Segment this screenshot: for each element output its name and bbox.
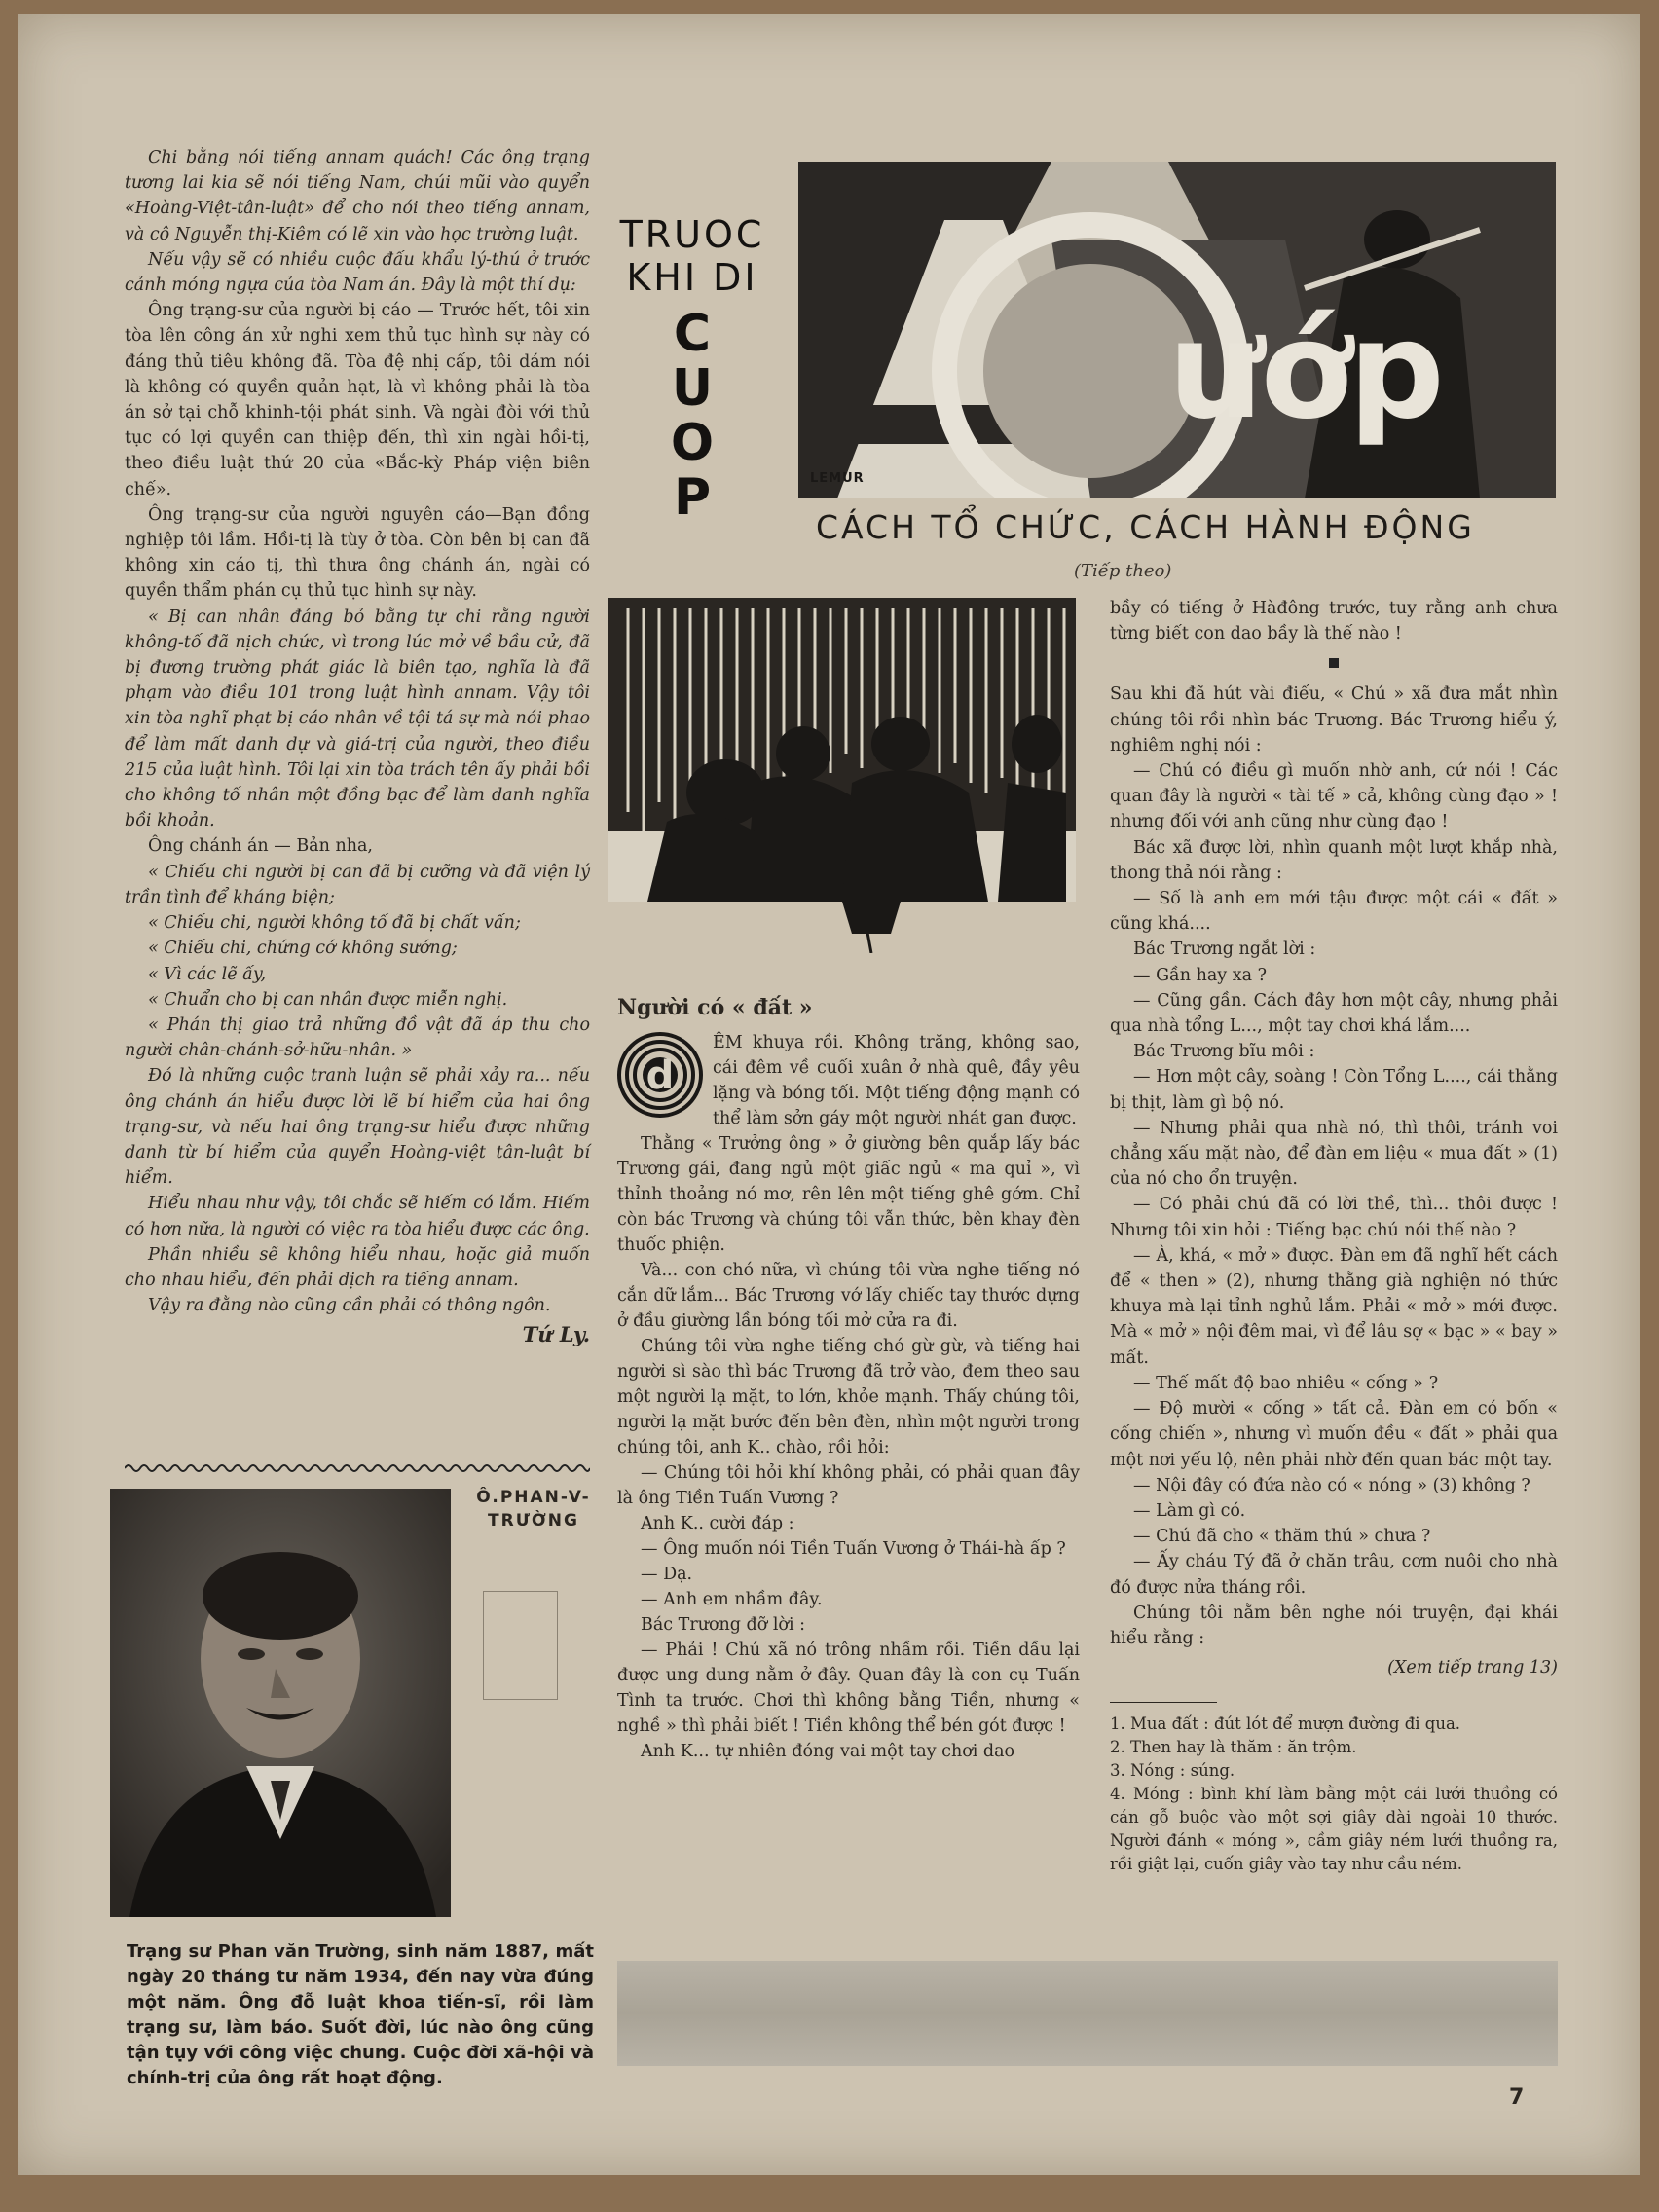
headline-line-1: TRUOC xyxy=(619,213,765,256)
left-paragraph: Nếu vậy sẽ có nhiều cuộc đấu khẩu lý-thú ở trước cảnh móng ngựa của tòa Nam án. Đây là một thí dụ: xyxy=(125,249,590,296)
newspaper-page xyxy=(18,14,1640,2175)
mid-paragraph: — Phải ! Chú xã nó trông nhầm rồi. Tiền dầu lại được ung dung nằm ở đây. Quan đây là con cụ Tuấn Tình ta trước. Chơi thì không bằng Tiền, nhưng « nghề » thì phải biết ! Tiền không thể bén gót được ! xyxy=(617,1641,1080,1736)
right-paragraph: — Có phải chú đã có lời thề, thì... thôi được ! Nhưng tôi xin hỏi : Tiếng bạc chú nói thế nào ? xyxy=(1110,1195,1558,1240)
middle-column-article xyxy=(617,995,1080,1764)
bottom-gray-band xyxy=(617,1961,1558,2066)
mid-paragraph: ÊM khuya rồi. Không trăng, không sao, cái đêm về cuối xuân ở nhà quê, đầy yêu lặng và bóng tối. Một tiếng động mạnh có thể làm sởn gáy một người nhát gan được. xyxy=(713,1033,1080,1128)
left-column-article xyxy=(125,145,590,1348)
right-column-article xyxy=(1110,596,1558,1876)
left-paragraph: « Chiếu chi người bị can đã bị cưỡng và đã viện lý trần tình để kháng biện; xyxy=(125,862,590,907)
section-break-square xyxy=(1329,658,1339,668)
right-paragraph: — Thế mất độ bao nhiêu « cống » ? xyxy=(1133,1373,1439,1393)
left-paragraph: Vậy ra đằng nào cũng cần phải có thông ngôn. xyxy=(148,1296,551,1316)
footnote-rule xyxy=(1110,1702,1217,1703)
photo-inset-box xyxy=(483,1591,558,1700)
right-paragraph: — Chú có điều gì muốn nhờ anh, cứ nói ! Các quan đây là người « tài tế » cả, không cùng đạo » ! nhưng đối với anh cũng như cùng đạo ! xyxy=(1110,761,1558,832)
right-paragraph: — Nhưng phải qua nhà nó, thì thôi, tránh voi chẳng xấu mặt nào, để đàn em liệu « mua đất » (1) của nó cho ổn truyện. xyxy=(1110,1118,1558,1190)
headline-cuop xyxy=(600,307,785,525)
right-paragraph: Bác xã được lời, nhìn quanh một lượt khắp nhà, thong thả nói rằng : xyxy=(1110,837,1558,883)
page-number: 7 xyxy=(1509,2085,1525,2110)
continued-reference: (Xem tiếp trang 13) xyxy=(1387,1658,1558,1678)
right-paragraph: Bác Trương ngắt lời : xyxy=(1133,940,1316,960)
dropcap-graphic xyxy=(617,1032,703,1118)
headline-block xyxy=(600,213,785,525)
mid-paragraph: Bác Trương đỡ lời : xyxy=(641,1615,806,1635)
right-paragraph: — Cũng gần. Cách đây hơn một cây, nhưng phải qua nhà tổng L..., một tay chơi khá lắm.... xyxy=(1110,990,1558,1037)
footnote-item: 2. Then hay là thăm : ăn trộm. xyxy=(1110,1738,1357,1757)
left-paragraph: « Phán thị giao trả những đồ vật đã áp thu cho người chân-chánh-sở-hữu-nhân. » xyxy=(125,1014,590,1061)
right-paragraph: — À, khá, « mở » được. Đàn em đã nghĩ hết cách để « then » (2), nhưng thằng già nghiện nó thức khuya mà lại tỉnh nghủ lắm. Phải « mở » mới được. Mà « mở » nội đêm mai, vì để lâu sợ « bạc » « bay » mất. xyxy=(1110,1245,1558,1368)
right-paragraph: Chúng tôi nằm bên nghe nói truyện, đại khái hiểu rằng : xyxy=(1110,1603,1558,1648)
left-paragraph: Ông trạng-sư của người bị cáo — Trước hết, tôi xin tòa lên công án xử nghi xem thủ tục hình sự này có đáng thủ tiêu không đã. Tòa đệ nhị cấp, tôi dám nói là không có quyền quản hạt, là vì không phải là tòa án sở tại chỗ khinh-tội phát sinh. Và ngài đòi với thủ tục có lợi quyền can thiệp đến, thì xin ngài hồi-tị, theo điều luật thứ 20 của «Bắc-kỳ Pháp viện biên chế». xyxy=(125,301,590,499)
right-paragraph: — Hơn một cây, soàng ! Còn Tổng L...., cái thằng bị thịt, làm gì bộ nó. xyxy=(1110,1067,1558,1113)
banner-artist: LEMUR xyxy=(810,471,865,486)
mid-paragraph: Thằng « Trưởng ông » ở giường bên quắp lấy bác Trương gái, đang ngủ một giấc ngủ « ma quỉ », vì thỉnh thoảng nó mơ, rên lên một tiếng ghê gớm. Chỉ còn bác Trương và chúng tôi vẫn thức, bên khay đèn thuốc phiện. xyxy=(617,1134,1080,1255)
right-paragraph: — Nội đây có đứa nào có « nóng » (3) không ? xyxy=(1133,1475,1530,1495)
right-paragraph: bầy có tiếng ở Hàđông trước, tuy rằng anh chưa từng biết con dao bầy là thế nào ! xyxy=(1110,599,1558,645)
photo-caption: Trạng sư Phan văn Trường, sinh năm 1887, mất ngày 20 tháng tư năm 1934, đến nay vừa đúng một năm. Ông đỗ luật khoa tiến-sĩ, rồi làm trạng sư, làm báo. Suốt đời, lúc nào ông cũng tận tụy với công việc chung. Cuộc đời xã-hội và chính-trị của ông rất hoạt động. xyxy=(127,1941,594,2088)
woodcut-illustration xyxy=(608,598,1076,953)
left-paragraph: « Chiếu chi, người không tố đã bị chất vấn; xyxy=(148,913,521,934)
right-paragraph: — Số là anh em mới tậu được một cái « đất » cũng khá.... xyxy=(1110,889,1558,935)
continued-label: (Tiếp theo) xyxy=(1074,561,1172,581)
cuop-letter: C xyxy=(673,305,712,363)
cuop-letter: U xyxy=(671,359,714,418)
right-paragraph: Sau khi đã hút vài điếu, « Chú » xã đưa mắt nhìn chúng tôi rồi nhìn bác Trương. Bác Trương hiểu ý, nghiêm nghị nói : xyxy=(1110,684,1558,756)
section-title: Người có « đất » xyxy=(617,995,813,1020)
mid-paragraph: Anh K... tự nhiên đóng vai một tay chơi dao xyxy=(641,1742,1015,1761)
right-paragraph: — Gần hay xa ? xyxy=(1133,965,1268,985)
left-paragraph: « Chiếu chi, chứng cớ không sướng; xyxy=(148,939,458,959)
left-paragraph: Chi bằng nói tiếng annam quách! Các ông trạng tương lai kia sẽ nói tiếng Nam, chúi mũi vào quyển «Hoàng-Việt-tân-luật» để cho nói theo tiếng annam, và cô Nguyễn thị-Kiêm có lẽ xin vào học trường luật. xyxy=(125,148,590,244)
left-paragraph: « Vì các lẽ ấy, xyxy=(148,964,267,984)
left-paragraph: Đó là những cuộc tranh luận sẽ phải xảy ra... nếu ông chánh án hiểu được lời lẽ bí hiểm của hai ông trạng-sư, và nếu hai ông trạng-sư hiểu được những danh từ bí hiểm của quyển Hoàng-việt tân-luật bí hiểm. xyxy=(125,1066,590,1189)
footnote-item: 4. Móng : bình khí làm bằng một cái lưới thuồng có cán gỗ buộc vào một sợi giây dài ngoài 10 thước. Người đánh « móng », cầm giây ném lưới thuồng ra, rồi giật lại, cuốn giây vào tay như cầu ném. xyxy=(1110,1785,1558,1874)
headline-line-2: KHI DI xyxy=(626,256,758,299)
photo-label: Ô.PHAN-V-TRƯỜNG xyxy=(476,1488,591,1530)
footnote-item: 3. Nóng : súng. xyxy=(1110,1761,1235,1781)
article-subtitle: CÁCH TỔ CHỨC, CÁCH HÀNH ĐỘNG xyxy=(816,508,1475,546)
mid-paragraph: Và... con chó nữa, vì chúng tôi vừa nghe tiếng nó cắn dữ lắm... Bác Trương vớ lấy chiếc tay thước dựng ở đầu giường lần bóng tối mở cửa ra đi. xyxy=(617,1261,1080,1331)
left-paragraph: Ông chánh án — Bản nha, xyxy=(148,836,373,857)
left-paragraph: Phần nhiều sẽ không hiểu nhau, hoặc giả muốn cho nhau hiểu, đến phải dịch ra tiếng annam. xyxy=(125,1244,590,1290)
banner-letters: ướp xyxy=(1168,292,1441,449)
banner-illustration xyxy=(798,162,1556,498)
mid-paragraph: — Chúng tôi hỏi khí không phải, có phải quan đây là ông Tiền Tuấn Vương ? xyxy=(617,1463,1080,1508)
left-paragraph: « Bị can nhân đáng bỏ bằng tự chi rằng người không-tố đã nịch chức, vì trong lúc mở về bầu cử, đã bị đương trường phát giác là biên tạo, nghĩa là đã phạm vào điều 101 trong luật hình annam. Vậy tôi xin tòa nghĩ phạt bị cáo nhân về tội tá sự mà nói phao để làm mất danh dự và giá-trị của người, theo điều 215 của luật hình. Tôi lại xin tòa trách tên ấy phải bồi cho không tố nhân một đồng bạc để làm danh nghĩa bồi khoản. xyxy=(125,607,590,831)
right-paragraph: — Làm gì có. xyxy=(1133,1500,1246,1521)
left-paragraph: « Chuẩn cho bị can nhân được miễn nghị. xyxy=(148,989,508,1010)
portrait-photo xyxy=(110,1489,451,1917)
left-paragraph: Ông trạng-sư của người nguyên cáo—Bạn đồng nghiệp tôi lầm. Hồi-tị là tùy ở tòa. Còn bên bị can đã không xin cáo tị, thì thưa ông chánh án, ngài có quyền thẩm phán cụ thủ tục hình sự này. xyxy=(125,504,590,602)
left-paragraph: Hiểu nhau như vậy, tôi chắc sẽ hiếm có lắm. Hiếm có hơn nữa, là người có việc ra tòa hiểu được các ông. xyxy=(125,1194,590,1239)
mid-paragraph: Chúng tôi vừa nghe tiếng chó gừ gừ, và tiếng hai người sì sào thì bác Trương đã trở vào, đem theo sau một người lạ mặt, to lớn, khỏe mạnh. Thấy chúng tôi, người lạ mặt bước đến bên đèn, nhìn một người trong chúng tôi, anh K.. chào, rồi hỏi: xyxy=(617,1337,1080,1457)
cuop-letter: O xyxy=(670,414,715,472)
wavy-divider xyxy=(125,1462,590,1474)
right-paragraph: — Chú đã cho « thăm thú » chưa ? xyxy=(1133,1527,1431,1547)
cuop-letter: P xyxy=(673,468,712,527)
right-paragraph: — Ấy cháu Tý đã ở chăn trâu, cơm nuôi cho nhà đó được nửa tháng rồi. xyxy=(1110,1552,1558,1598)
mid-paragraph: Anh K.. cười đáp : xyxy=(641,1514,794,1533)
right-paragraph: Bác Trương bĩu môi : xyxy=(1133,1042,1315,1062)
mid-paragraph: — Anh em nhầm đây. xyxy=(641,1590,823,1609)
dropcap-letter: d xyxy=(645,1053,675,1098)
author-signature: Tứ Ly. xyxy=(522,1322,590,1347)
footnotes xyxy=(1110,1713,1558,1876)
mid-paragraph: — Ông muốn nói Tiền Tuấn Vương ở Thái-hà ấp ? xyxy=(641,1539,1066,1559)
right-paragraph: — Độ mười « cống » tất cả. Đàn em có bốn « cống chiến », nhưng vì muốn đều « đất » phải qua một nơi yếu lộ, nên phải nhờ đến quan bác một tay. xyxy=(1110,1399,1558,1470)
mid-paragraph: — Dạ. xyxy=(641,1565,693,1584)
footnote-item: 1. Mua đất : đút lót để mượn đường đi qua. xyxy=(1110,1714,1461,1734)
